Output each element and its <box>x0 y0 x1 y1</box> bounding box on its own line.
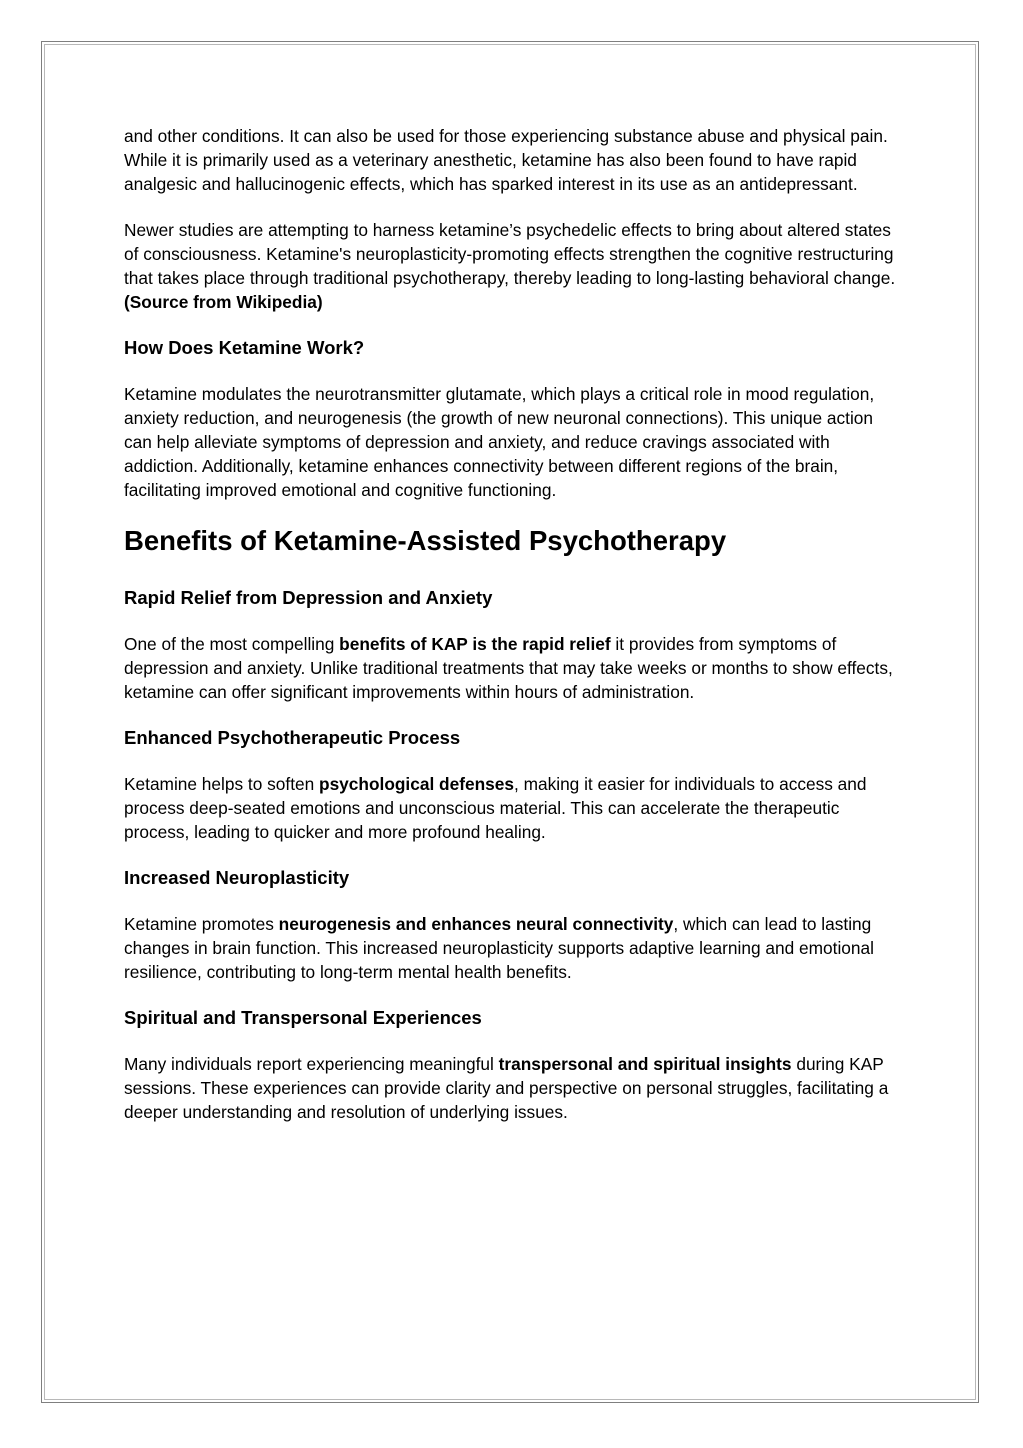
how-it-works-paragraph: Ketamine modulates the neurotransmitter glutamate, which plays a critical role in mood regulation, anxiety reduction, and neurogenesis (the growth of new neuronal connections). This unique action can help alleviate symptoms of depression and anxiety, and reduce cravings associated with addiction. Additionally, ketamine enhances connectivity between different regions of the brain, facilitating improved emotional and cognitive functioning. <box>124 384 875 500</box>
rapid-relief-paragraph <box>124 632 899 704</box>
spiritual-bold: transpersonal and spiritual insights <box>498 1054 792 1074</box>
process-text-start: Ketamine helps to soften <box>124 774 320 794</box>
studies-paragraph <box>124 218 899 314</box>
spiritual-text-end: during KAP sessions. These experiences can provide clarity and perspective on personal struggles, facilitating a deeper understanding and resolution of underlying issues. <box>124 1054 889 1122</box>
rapid-relief-text-end: it provides from symptoms of depression and anxiety. Unlike traditional treatments that may take weeks or months to show effects, ketamine can offer significant improvements within hours of administration. <box>124 634 893 702</box>
neuroplasticity-heading: Increased Neuroplasticity <box>124 867 350 888</box>
rapid-relief-bold: benefits of KAP is the rapid relief <box>339 634 611 654</box>
process-bold: psychological defenses <box>319 774 514 794</box>
intro-paragraph: and other conditions. It can also be used for those experiencing substance abuse and physical pain. While it is primarily used as a veterinary anesthetic, ketamine has also been found to have rapid analgesic and hallucinogenic effects, which has sparked interest in its use as an antidepressant. <box>124 126 888 194</box>
studies-text: Newer studies are attempting to harness ketamine’s psychedelic effects to bring about altered states of consciousness. Ketamine's neuroplasticity-promoting effects strengthen the cognitive restructuring that takes place through traditional psychotherapy, thereby leading to long-lasting behavioral change. <box>124 220 896 288</box>
process-heading: Enhanced Psychotherapeutic Process <box>124 727 461 748</box>
rapid-relief-heading: Rapid Relief from Depression and Anxiety <box>124 587 493 608</box>
neuroplasticity-bold: neurogenesis and enhances neural connectivity <box>278 914 674 934</box>
source-citation: (Source from Wikipedia) <box>124 292 323 312</box>
spiritual-text-start: Many individuals report experiencing meaningful <box>124 1054 499 1074</box>
how-it-works-heading: How Does Ketamine Work? <box>124 337 365 358</box>
process-text-end: , making it easier for individuals to access and process deep-seated emotions and unconscious material. This can accelerate the therapeutic process, leading to quicker and more profound healing. <box>124 774 867 842</box>
neuroplasticity-paragraph <box>124 912 899 984</box>
benefits-title: Benefits of Ketamine-Assisted Psychotherapy <box>124 525 727 556</box>
neuroplasticity-text-start: Ketamine promotes <box>124 914 279 934</box>
neuroplasticity-text-end: , which can lead to lasting changes in brain function. This increased neuroplasticity supports adaptive learning and emotional resilience, contributing to long-term mental health benefits. <box>124 914 874 982</box>
document-content <box>124 124 899 1146</box>
spiritual-paragraph <box>124 1052 899 1124</box>
spiritual-heading: Spiritual and Transpersonal Experiences <box>124 1007 482 1028</box>
process-paragraph <box>124 772 899 844</box>
rapid-relief-text-start: One of the most compelling <box>124 634 340 654</box>
